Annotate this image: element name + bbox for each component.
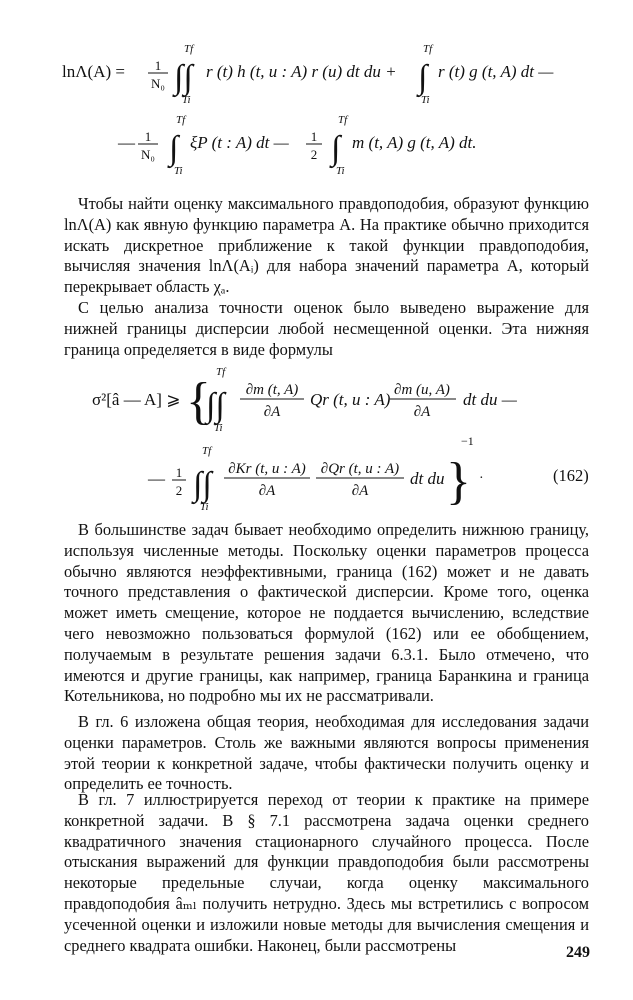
eq162-mid: Qr (t, u : A) [310, 390, 391, 409]
left-brace: { [186, 373, 211, 430]
equation-162-line-2 [0, 434, 633, 520]
eq162b-frac3-den: ∂A [351, 483, 369, 499]
paragraph-1-text: Чтобы найти оценку максимального правдоподобия, образуют функцию lnΛ(A) как явную функцию параметра A. На практике обычно приходится искать дискретное приближение к такой функции правдоподобия, вычисляя значения lnΛ(Aᵢ) для набора значений параметра A, который перекрывает область χₐ. [64, 194, 589, 297]
eq162b-frac3-num: ∂Qr (t, u : A) [320, 461, 400, 477]
eq162b-lead: — [148, 469, 165, 488]
paragraph-2 [64, 298, 589, 360]
eq1b-upper-limit-b: Tf [338, 114, 348, 126]
paragraph-1 [64, 194, 589, 298]
eq162-tail: dt du — [463, 390, 517, 409]
eq1b-integrand1: ξP (t : A) dt — [190, 133, 289, 152]
double-integral-sign: ∫∫ [174, 59, 193, 96]
paragraph-2-text: С целью анализа точности оценок было выведено выражение для нижней границы дисперсии любой несмещенной оценки. Эта нижняя граница определяется в виде формулы [64, 298, 589, 359]
paragraph-5-text: В гл. 7 иллюстрируется переход от теории к практике на примере конкретной задачи. В § 7.1 рассмотрена задача оценки среднего квадратичного значения стационарного случайного процесса. После отыскания выражений для функции правдоподобия были рассмотрены некоторые предельные случаи, когда оценку максимального правдоподобия âₘₗ получить нетрудно. Здесь мы встретились с вопросом усеченной оценки и изложили новые методы для вычисления смещения и среднего квадрата ошибки. Наконец, были рассмотрены [64, 790, 589, 955]
paragraph-4-text: В гл. 6 изложена общая теория, необходимая для исследования задачи оценки параметров. Столь же важными являются вопросы применения этой теории к конкретной задаче, чтобы фактически получить оценку и определить ее точность. [64, 712, 589, 794]
eq162b-dot-mark: · [479, 471, 484, 486]
eq1-lhs: lnΛ(A) = [62, 62, 125, 81]
eq162b-frac1-den: 2 [175, 483, 183, 498]
eq1b-lower-limit-b: Ti [336, 165, 345, 177]
equation-1-line-1 [0, 0, 633, 110]
integral-sign-3: ∫ [331, 130, 341, 167]
eq1-frac1-den: N₀ [151, 76, 165, 91]
eq162-frac1-num: ∂m (t, A) [245, 382, 299, 398]
eq162-upper-limit: Tf [216, 366, 226, 378]
paragraph-3-text: В большинстве задач бывает необходимо определить нижнюю границу, используя численные методы. Поскольку оценки параметров процесса обычно являются неэффективными, граница (162) может и не давать точного представления о фактической дисперсии. Кроме того, оценка может иметь смещение, которое не поддается вычислению, вследствие чего невозможно пользоваться формулой (162) или ее обобщением, получаемым в результате решения задачи 6.3.1. Было отмечено, что имеются и другие границы, как например, граница Баранкина и граница Котельникова, но подробно мы их не рассматривали. [64, 520, 589, 706]
page-number: 249 [566, 944, 590, 961]
equation-162-line-1-svg [0, 360, 633, 440]
eq1-upper-limit-b: Tf [423, 43, 433, 55]
paragraph-3 [64, 520, 589, 707]
eq1-frac1-num: 1 [154, 58, 162, 73]
eq1-integrand2: r (t) g (t, A) dt — [438, 62, 554, 81]
eq162-frac2-den: ∂A [413, 404, 431, 420]
eq1b-upper-limit: Tf [176, 114, 186, 126]
eq162b-frac2-den: ∂A [258, 483, 276, 499]
eq1b-frac2-den: 2 [310, 147, 318, 162]
double-integral-sign-3: ∫∫ [193, 466, 212, 503]
equation-162-line-1 [0, 360, 633, 440]
paragraph-5 [64, 790, 589, 956]
eq162b-power: −1 [461, 434, 474, 448]
eq1-lower-limit-b: Ti [421, 94, 430, 106]
eq1b-frac2-num: 1 [310, 129, 318, 144]
eq1b-lead: — [118, 133, 135, 152]
integral-sign: ∫ [418, 59, 428, 96]
equation-1-line-2-svg [0, 110, 633, 190]
eq162-frac2-num: ∂m (u, A) [394, 382, 450, 398]
double-integral-sign-2: ∫∫ [206, 387, 225, 424]
eq162b-tail: dt du [410, 469, 445, 488]
eq162b-lower-limit: Ti [200, 501, 209, 513]
eq162-lhs: σ²[â — A] ⩾ [92, 390, 181, 409]
eq1-lower-limit: Ti [182, 94, 191, 106]
paragraph-4 [64, 712, 589, 795]
eq162b-frac2-num: ∂Kr (t, u : A) [228, 461, 306, 477]
equation-1-line-1-svg [0, 0, 633, 110]
right-brace: } [446, 453, 471, 510]
equation-number: (162) [553, 466, 589, 485]
eq1b-lower-limit: Ti [174, 165, 183, 177]
eq162b-upper-limit: Tf [202, 445, 212, 457]
eq1b-frac1-den: N₀ [141, 147, 155, 162]
eq162-frac1-den: ∂A [263, 404, 281, 420]
eq1-integrand1: r (t) h (t, u : A) r (u) dt du + [206, 62, 397, 81]
equation-162-line-2-svg [0, 434, 633, 520]
eq1-upper-limit: Tf [184, 43, 194, 55]
eq162b-frac1-num: 1 [175, 465, 183, 480]
eq162-lower-limit: Ti [214, 422, 223, 434]
equation-1-line-2 [0, 110, 633, 190]
eq1b-integrand2: m (t, A) g (t, A) dt. [352, 133, 477, 152]
eq1b-frac1-num: 1 [144, 129, 152, 144]
integral-sign-2: ∫ [169, 130, 179, 167]
